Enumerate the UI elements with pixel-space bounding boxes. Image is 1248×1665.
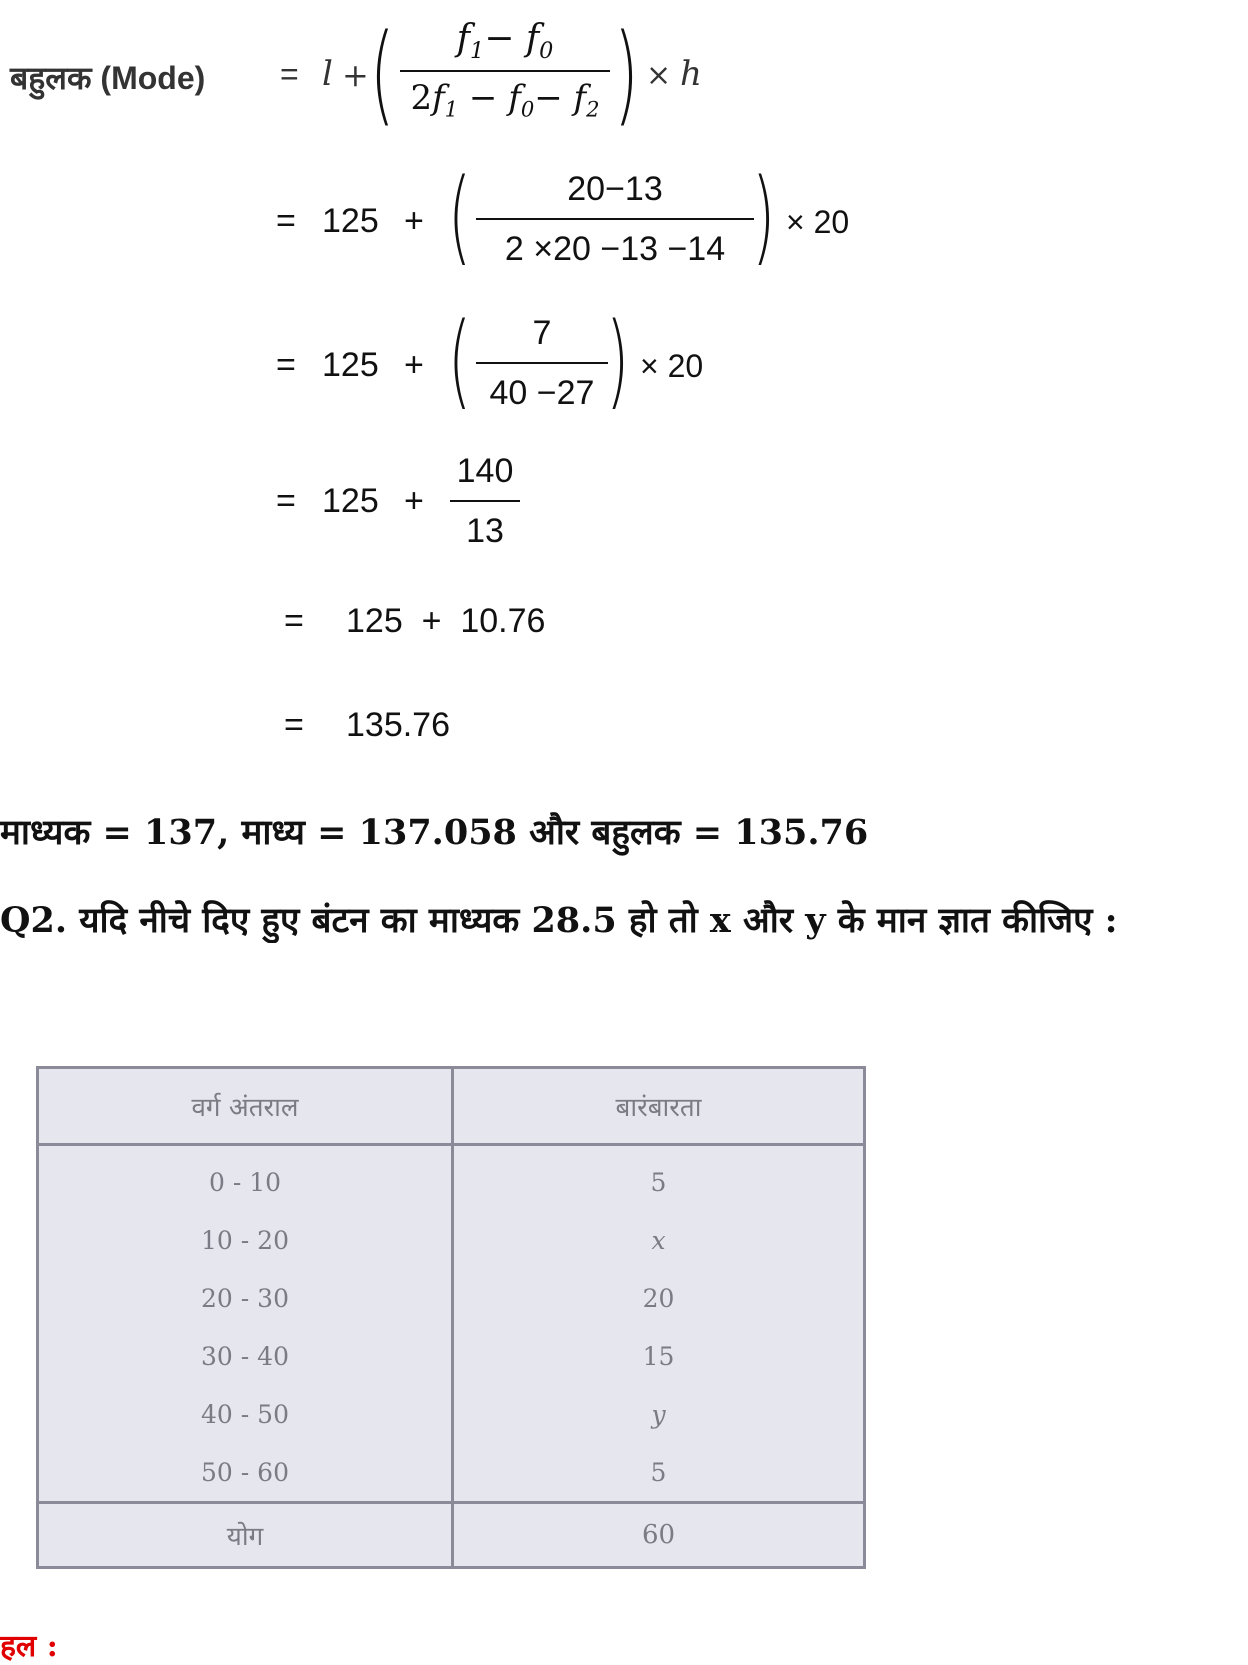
step2-plus: + [404,346,424,384]
right-paren-icon: ) [614,10,639,138]
step3-fraction-bar [450,500,520,502]
step4-expression: 125 + 10.76 [346,602,546,640]
class-interval-cell: 30 - 40 [38,1327,453,1385]
table-total-row [38,1503,865,1568]
step2-equals: = [276,346,296,384]
mode-denominator [400,78,610,121]
question-text: Q2. यदि नीचे दिए हुए बंटन का माध्यक 28.5 हो तो x और y के मान ज्ञात कीजिए : [0,900,1118,941]
class-interval-cell: 10 - 20 [38,1211,453,1269]
f1-sub: 1 [469,37,485,64]
step2-125: 125 [322,346,379,384]
mode-numerator [400,18,610,64]
den-two: 2 [410,78,433,118]
class-interval-cell: 40 - 50 [38,1385,453,1443]
frequency-cell: x [651,1225,666,1255]
f0-symbol: f [525,18,540,59]
step2-fraction [476,306,608,422]
header-class-interval: वर्ग अंतराल [38,1068,453,1145]
step5-result: 135.76 [346,706,450,744]
mode-plus: + [342,56,369,94]
step1-denominator: 2 ×20 −13 −14 [504,230,726,268]
step2-left-paren-icon: ( [448,300,472,421]
table-row [38,1145,865,1212]
step1-times: × 20 [786,204,850,240]
solution-label: हल : [0,1629,58,1664]
step3-plus: + [404,482,424,520]
header-frequency: बारंबारता [453,1068,865,1145]
step3-equals: = [276,482,296,520]
den-minus-2: − [534,78,563,118]
step3-denominator: 13 [466,512,504,550]
step2-denominator: 40 −27 [489,374,595,412]
frequency-cell: 20 [642,1283,675,1313]
f0-sub: 0 [539,37,554,64]
den-f0-sub: 0 [520,96,535,122]
frequency-cell: 15 [642,1341,675,1371]
class-interval-cell: 20 - 30 [38,1269,453,1327]
mode-equals: = [280,56,299,92]
mode-l: l [322,54,333,94]
step2-times: × 20 [640,348,704,384]
mode-times: × [646,58,672,93]
step1-plus: + [404,202,424,240]
step1-numerator: 20−13 [567,170,663,208]
table-row [38,1327,865,1385]
den-f2-sub: 2 [586,96,600,122]
frequency-cell: 5 [650,1457,667,1487]
step1-left-paren-icon: ( [448,156,472,277]
frequency-cell: 5 [650,1167,667,1197]
step1-fraction-bar [476,218,754,220]
mode-fraction-bar [400,70,610,72]
f1-symbol: f [456,18,470,59]
total-label-cell: योग [38,1503,453,1568]
summary-line: माध्यक = 137, माध्य = 137.058 और बहुलक = 135.76 [0,812,869,853]
den-f2: f [573,78,587,118]
step1-right-paren-icon: ) [752,156,776,277]
step3-125: 125 [322,482,379,520]
den-f1-sub: 1 [444,96,459,122]
distribution-table [36,1066,866,1569]
step5-equals: = [284,706,304,744]
step3-fraction [450,448,520,558]
mode-h: h [680,54,702,94]
step2-numerator: 7 [532,314,552,352]
step2-right-paren-icon: ) [606,300,630,421]
table-header-row [38,1068,865,1145]
table-row [38,1385,865,1443]
den-f1: f [432,78,445,118]
table-row [38,1211,865,1269]
total-value-cell: 60 [453,1503,865,1568]
table-row [38,1443,865,1503]
num-minus: − [484,18,515,59]
step1-125: 125 [322,202,379,240]
step1-equals: = [276,202,296,240]
den-f0: f [508,78,521,118]
mode-fraction [400,14,610,134]
table-row [38,1269,865,1327]
step4-equals: = [284,602,304,640]
class-interval-cell: 50 - 60 [38,1443,453,1503]
left-paren-icon: ( [370,10,395,138]
class-interval-cell: 0 - 10 [38,1145,453,1212]
step3-numerator: 140 [456,452,514,490]
step2-fraction-bar [476,362,608,364]
mode-label: बहुलक (Mode) [10,60,206,96]
step1-fraction [476,162,754,278]
frequency-cell: y [651,1399,666,1429]
den-minus-1: − [468,78,498,118]
